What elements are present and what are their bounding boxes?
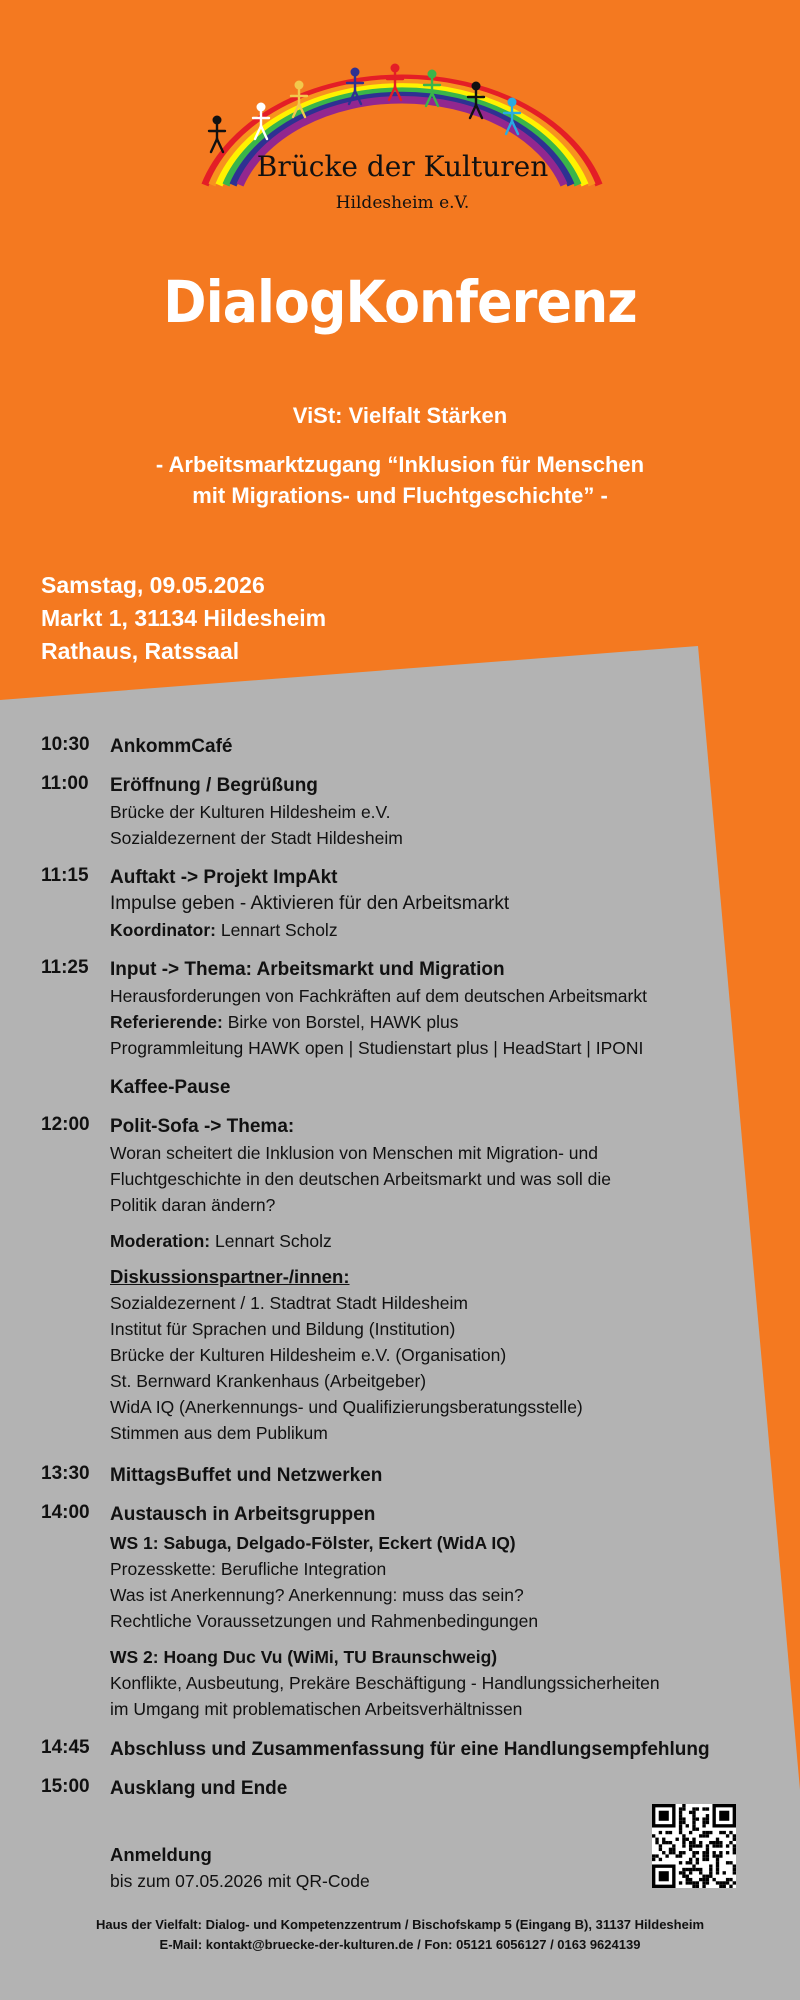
workshop-1-detail: Prozesskette: Berufliche Integration [110, 1559, 387, 1579]
schedule-time: 12:00 [41, 1114, 90, 1135]
registration-text: bis zum 07.05.2026 mit QR-Code [110, 1871, 370, 1891]
schedule-title: Auftakt -> Projekt ImpAkt [110, 867, 338, 888]
logo-subtitle: Hildesheim e.V. [335, 193, 470, 213]
event-info [41, 569, 326, 668]
schedule-time: 15:00 [41, 1776, 90, 1797]
footer-address: Haus der Vielfalt: Dialog- und Kompetenzzentrum / Bischofskamp 5 (Eingang B), 31137 Hildesheim [96, 1917, 704, 1932]
event-address: Markt 1, 31134 Hildesheim [41, 605, 327, 631]
footer-contact: E-Mail: kontakt@bruecke-der-kulturen.de / Fon: 05121 6056127 / 0163 9624139 [159, 1937, 641, 1952]
registration-qr-code[interactable] [652, 1804, 736, 1888]
coordinator-label: Koordinator: [110, 920, 216, 940]
coffee-break-title: Kaffee-Pause [110, 1077, 231, 1098]
panel-heading: Diskussionspartner-/innen: [110, 1266, 350, 1287]
schedule-time: 14:00 [41, 1502, 90, 1523]
workshop-2-detail: im Umgang mit problematischen Arbeitsverhältnissen [110, 1699, 523, 1719]
event-date: Samstag, 09.05.2026 [41, 572, 265, 598]
schedule-time: 10:30 [41, 734, 90, 755]
workshop-1-heading: WS 1: Sabuga, Delgado-Fölster, Eckert (WidA IQ) [110, 1533, 516, 1553]
panel-member: Brücke der Kulturen Hildesheim e.V. (Organisation) [110, 1345, 507, 1365]
schedule-detail: Politik daran ändern? [110, 1195, 276, 1215]
schedule-time: 11:25 [41, 957, 89, 978]
schedule-time: 14:45 [41, 1737, 90, 1758]
workshop-2-detail: Konflikte, Ausbeutung, Prekäre Beschäftigung - Handlungssicherheiten [110, 1673, 660, 1693]
panel-member: Stimmen aus dem Publikum [110, 1423, 328, 1443]
tagline [100, 449, 700, 511]
schedule-detail: Woran scheitert die Inklusion von Menschen mit Migration- und [110, 1143, 598, 1163]
panel-member: St. Bernward Krankenhaus (Arbeitgeber) [110, 1371, 427, 1391]
schedule-detail: Programmleitung HAWK open | Studienstart plus | HeadStart | IPONI [110, 1038, 644, 1058]
moderation-label: Moderation: [110, 1231, 211, 1251]
schedule-time: 13:30 [41, 1463, 90, 1484]
schedule-detail: Impulse geben - Aktivieren für den Arbeitsmarkt [110, 893, 510, 914]
schedule-time: 11:00 [41, 773, 89, 794]
workshop-1-detail: Was ist Anerkennung? Anerkennung: muss das sein? [110, 1585, 524, 1605]
logo-name: Brücke der Kulturen [256, 150, 549, 183]
registration [110, 1842, 370, 1894]
panel-member: Institut für Sprachen und Bildung (Institution) [110, 1319, 456, 1339]
speaker-name: Birke von Borstel, HAWK plus [222, 1012, 459, 1032]
schedule-detail: Herausforderungen von Fachkräften auf dem deutschen Arbeitsmarkt [110, 986, 647, 1006]
coordinator-name: Lennart Scholz [215, 920, 338, 940]
page-subtitle: ViSt: Vielfalt Stärken [292, 403, 508, 428]
person-figure-icon [209, 116, 225, 153]
workshop-1-detail: Rechtliche Voraussetzungen und Rahmenbedingungen [110, 1611, 539, 1631]
registration-title: Anmeldung [110, 1844, 212, 1865]
schedule-time: 11:15 [41, 865, 89, 886]
event-venue: Rathaus, Ratssaal [41, 638, 240, 664]
schedule-title: Austausch in Arbeitsgruppen [110, 1504, 376, 1525]
moderation-name: Lennart Scholz [210, 1231, 332, 1251]
schedule-title: MittagsBuffet und Netzwerken [110, 1465, 383, 1486]
schedule-detail: Sozialdezernent der Stadt Hildesheim [110, 828, 403, 848]
panel-member: WidA IQ (Anerkennungs- und Qualifizierungsberatungsstelle) [110, 1397, 583, 1417]
schedule-title: Input -> Thema: Arbeitsmarkt und Migration [110, 959, 505, 980]
schedule-title: Abschluss und Zusammenfassung für eine Handlungsempfehlung [110, 1739, 710, 1760]
panel-member: Sozialdezernent / 1. Stadtrat Stadt Hildesheim [110, 1293, 468, 1313]
page-title: DialogKonferenz [163, 268, 637, 336]
schedule-title: Polit-Sofa -> Thema: [110, 1116, 295, 1137]
schedule-title: Eröffnung / Begrüßung [110, 775, 318, 796]
schedule-detail: Fluchtgeschichte in den deutschen Arbeitsmarkt und was soll die [110, 1169, 611, 1189]
bruecke-der-kulturen-logo [195, 50, 610, 225]
workshop-2-heading: WS 2: Hoang Duc Vu (WiMi, TU Braunschweig) [110, 1647, 498, 1667]
tagline-line-1: - Arbeitsmarktzugang “Inklusion für Menschen [155, 452, 645, 477]
schedule-title: AnkommCafé [110, 736, 233, 757]
tagline-line-2: mit Migrations- und Fluchtgeschichte” - [192, 483, 608, 508]
speaker-label: Referierende: [110, 1012, 223, 1032]
schedule-title: Ausklang und Ende [110, 1778, 288, 1799]
schedule-detail: Brücke der Kulturen Hildesheim e.V. [110, 802, 391, 822]
footer [0, 1915, 800, 1955]
